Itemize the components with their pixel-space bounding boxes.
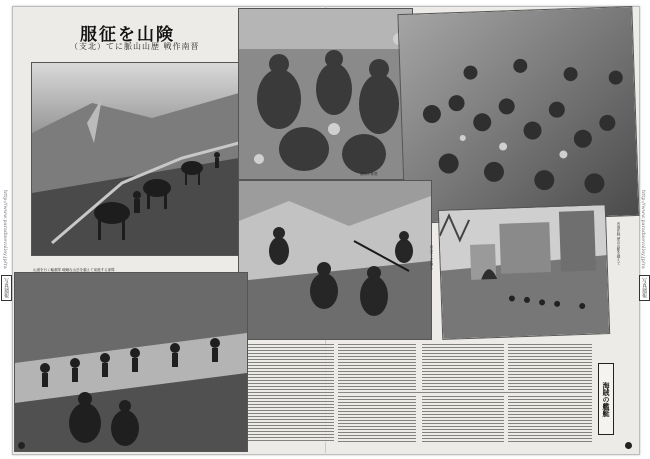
photo-mule-train bbox=[31, 62, 240, 256]
column-box-title: 海賊の艦艇 bbox=[598, 363, 614, 435]
photo-troops-resting bbox=[238, 8, 413, 180]
page-marker-right-icon bbox=[625, 442, 632, 449]
photo-soldiers-slope bbox=[397, 6, 639, 224]
article-subtitle: （支北）てに脈山山歴 戦作南晋 bbox=[70, 42, 200, 51]
body-text-column-3a bbox=[422, 344, 504, 390]
body-text-column-4a bbox=[508, 344, 592, 390]
caption-climbers: 岩山をよぢ登る bbox=[430, 245, 434, 270]
body-text-column-4b bbox=[508, 396, 592, 442]
left-margin-url: http://www.paradisevalley.jp/ra bbox=[2, 190, 8, 269]
article-title: 服征を山険 bbox=[80, 25, 175, 45]
body-text-column-2a bbox=[338, 344, 416, 390]
photo-rock-climbers bbox=[238, 180, 432, 340]
left-margin-label: 写真週報 bbox=[1, 275, 12, 301]
caption-troops-rest: 険路の休憩 bbox=[360, 172, 378, 176]
caption-mule-path: 山道を行く輜重隊 峻嶮な山岳を越えて前進する部隊 bbox=[33, 268, 115, 272]
right-margin-url: http://www.paradisevalley.jp/ra bbox=[640, 190, 646, 269]
body-text-column-2b bbox=[338, 396, 416, 442]
photo-city-ruins bbox=[438, 204, 610, 340]
photo-ridge-column bbox=[14, 272, 248, 452]
body-text-column-1 bbox=[248, 344, 334, 442]
right-margin-label: 写真週報 bbox=[639, 275, 650, 301]
body-text-column-3b bbox=[422, 396, 504, 442]
page-marker-left-icon bbox=[18, 442, 25, 449]
column-divider bbox=[338, 392, 592, 393]
caption-right-vertical: 晋南作戦 歴山山脈を越えて bbox=[617, 222, 621, 266]
